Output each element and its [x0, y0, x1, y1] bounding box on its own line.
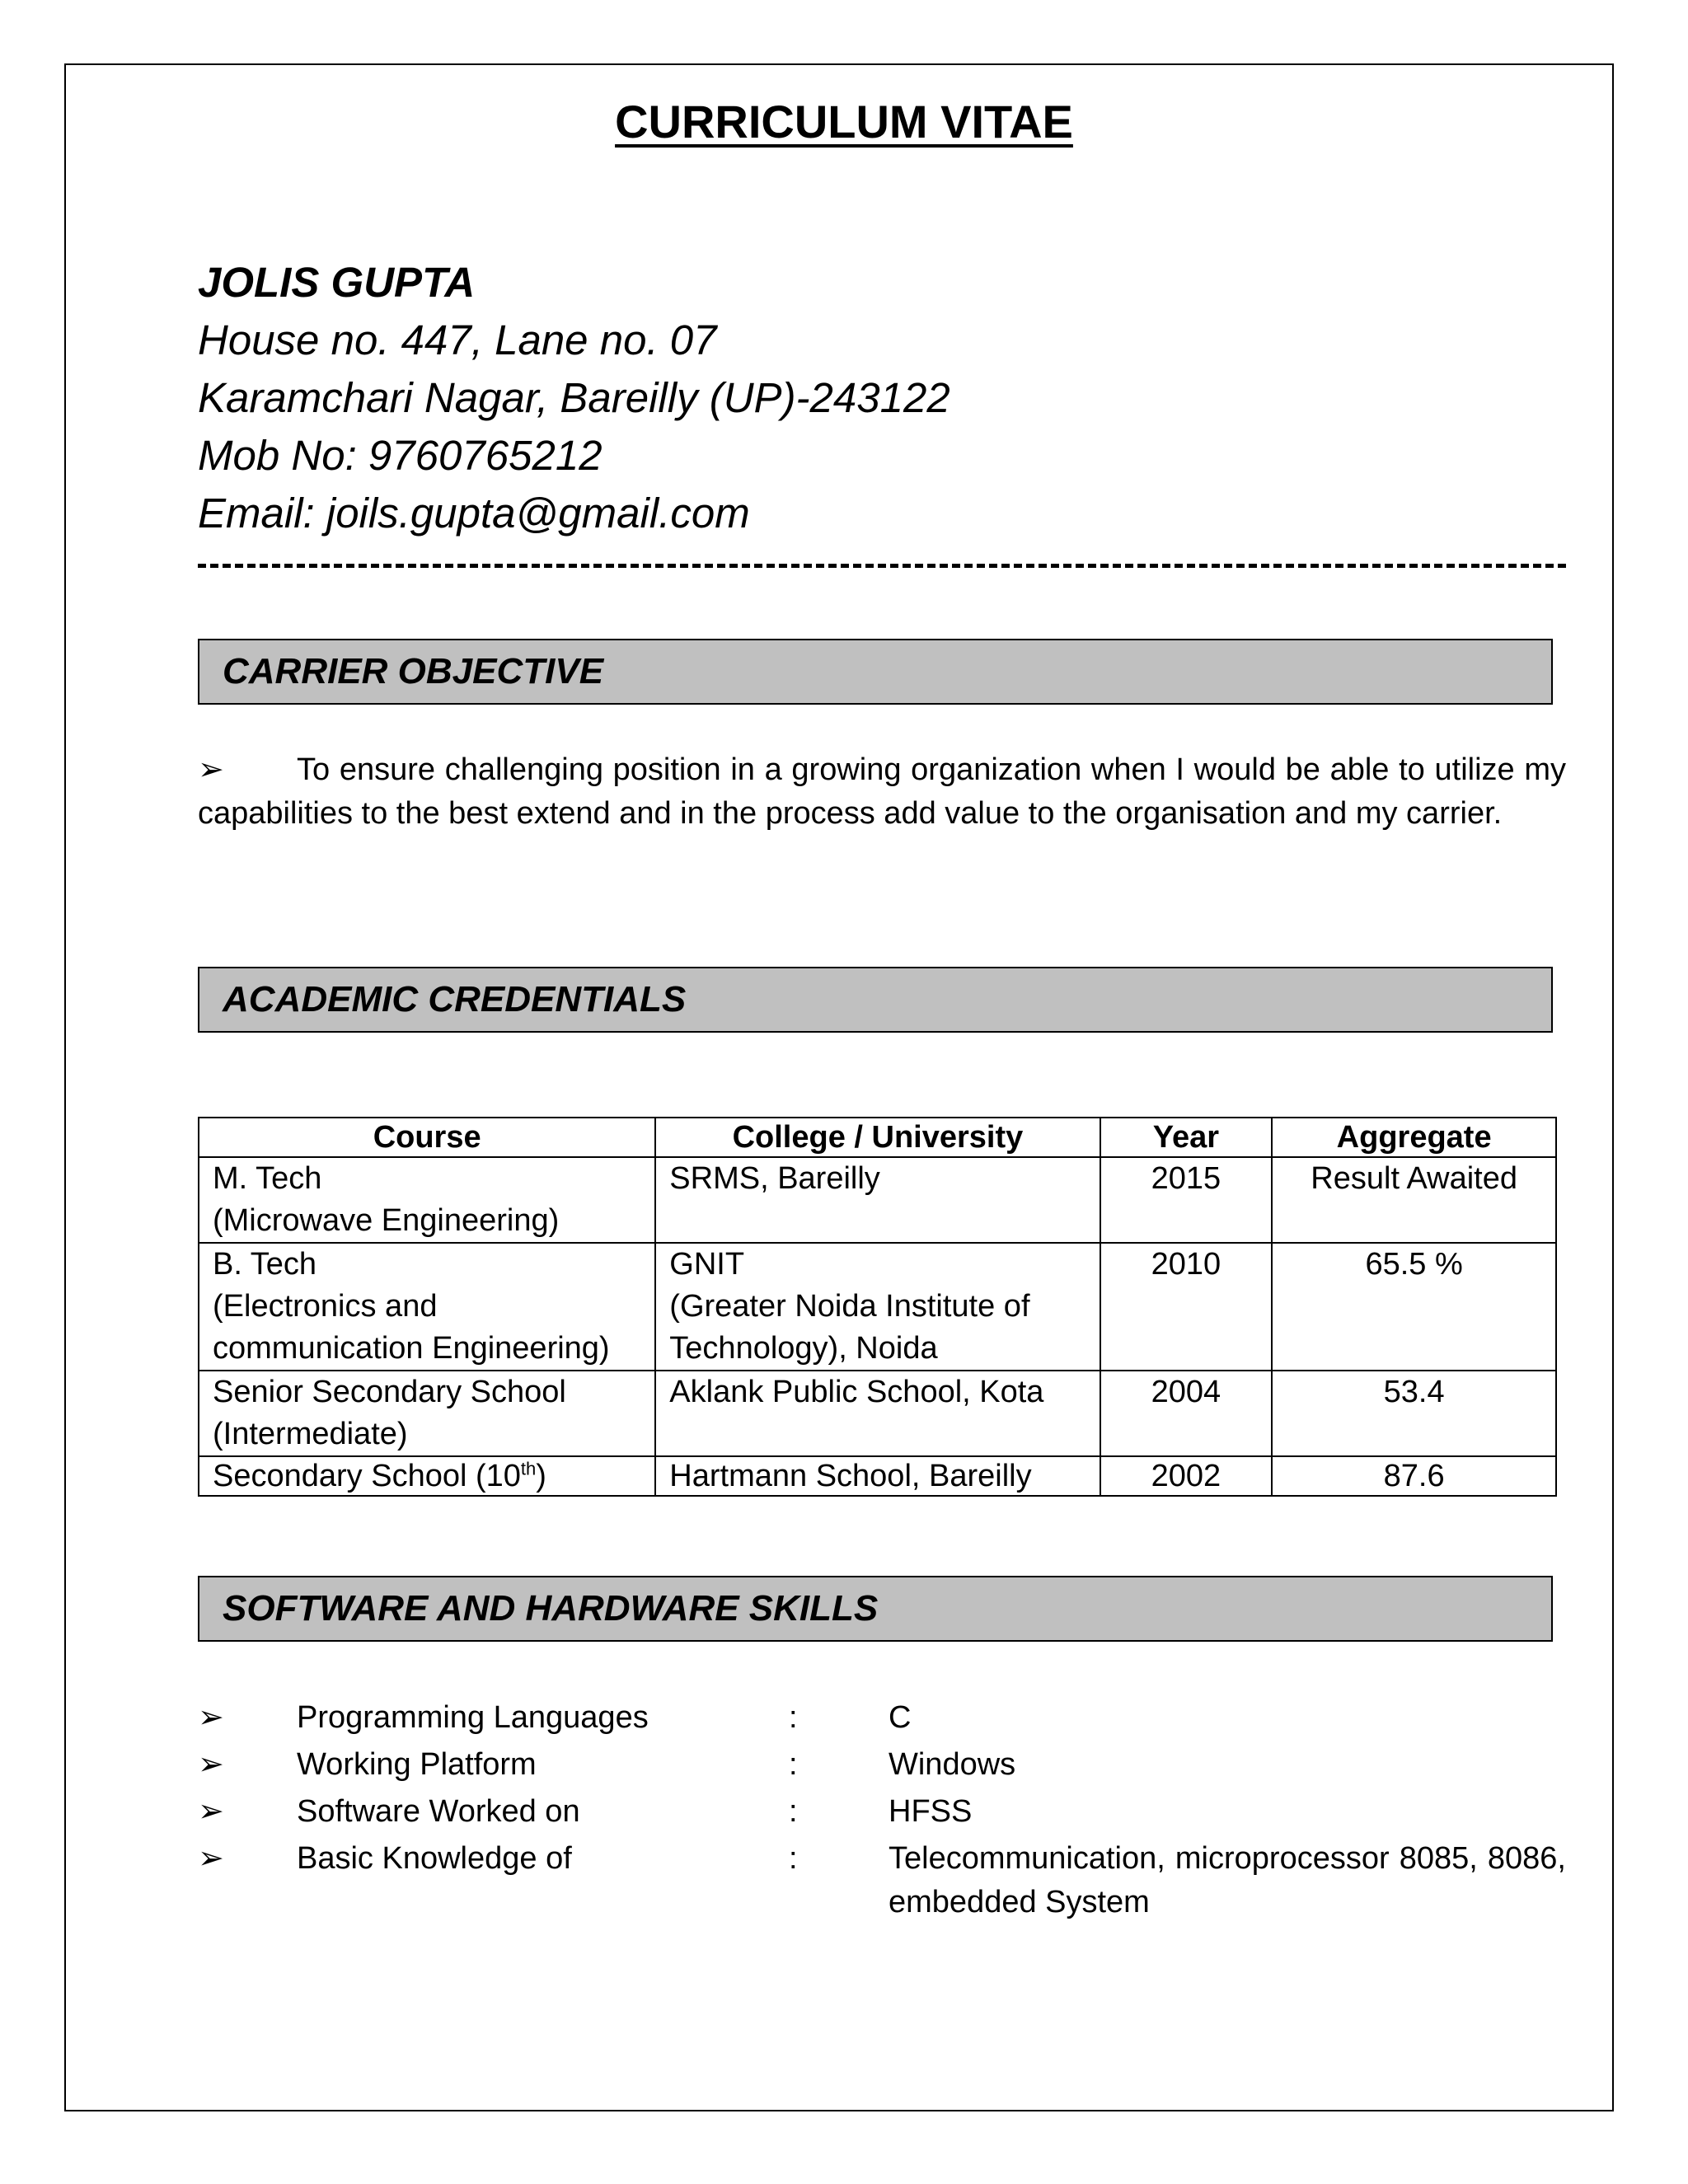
arrow-bullet-icon: ➢	[198, 752, 224, 787]
address-line-1: House no. 447, Lane no. 07	[198, 316, 717, 363]
skill-label: Working Platform	[297, 1747, 537, 1782]
year-cell: 2002	[1100, 1456, 1273, 1496]
skill-separator: :	[789, 1747, 798, 1782]
skill-value: HFSS	[889, 1794, 973, 1829]
contact-block	[198, 254, 950, 542]
address-line-2: Karamchari Nagar, Bareilly (UP)-243122	[198, 374, 950, 421]
year-cell: 2004	[1100, 1371, 1273, 1456]
list-item	[198, 1696, 1566, 1743]
aggregate-cell: Result Awaited	[1272, 1157, 1556, 1243]
table-row	[199, 1371, 1556, 1456]
aggregate-cell: 53.4	[1272, 1371, 1556, 1456]
candidate-name: JOLIS GUPTA	[198, 259, 476, 306]
skill-value: Windows	[889, 1747, 1016, 1782]
skill-label: Software Worked on	[297, 1794, 580, 1829]
course-cell: Senior Secondary School (Intermediate)	[199, 1371, 655, 1456]
course-cell: B. Tech (Electronics and communication Engineering)	[199, 1243, 655, 1371]
objective-text: To ensure challenging position in a growing organization when I would be able to utilize my capabilities to the best extend and in the process add value to the organisation and my carrier.	[198, 752, 1566, 831]
list-item	[198, 1837, 1566, 1924]
course-cell: Secondary School (10th)	[199, 1456, 655, 1496]
column-header-course: Course	[199, 1118, 655, 1157]
academic-credentials-table	[198, 1117, 1557, 1497]
table-row	[199, 1157, 1556, 1243]
college-cell: Aklank Public School, Kota	[655, 1371, 1100, 1456]
skill-separator: :	[789, 1700, 798, 1735]
college-cell: Hartmann School, Bareilly	[655, 1456, 1100, 1496]
arrow-bullet-icon: ➢	[198, 1841, 224, 1876]
skill-separator: :	[789, 1794, 798, 1829]
skill-label: Programming Languages	[297, 1700, 649, 1735]
aggregate-cell: 87.6	[1272, 1456, 1556, 1496]
column-header-college: College / University	[655, 1118, 1100, 1157]
aggregate-cell: 65.5 %	[1272, 1243, 1556, 1371]
college-cell: SRMS, Bareilly	[655, 1157, 1100, 1243]
skill-value: Telecommunication, microprocessor 8085, 8086, embedded System	[889, 1841, 1566, 1919]
table-header-row	[199, 1118, 1556, 1157]
year-cell: 2015	[1100, 1157, 1273, 1243]
dashed-divider	[198, 564, 1566, 568]
section-heading-skills: SOFTWARE AND HARDWARE SKILLS	[198, 1576, 1553, 1642]
skill-separator: :	[789, 1841, 798, 1876]
document-title: CURRICULUM VITAE	[615, 96, 1073, 148]
email-address: Email: joils.gupta@gmail.com	[198, 490, 750, 537]
column-header-year: Year	[1100, 1118, 1273, 1157]
course-cell: M. Tech (Microwave Engineering)	[199, 1157, 655, 1243]
table-row	[199, 1456, 1556, 1496]
year-cell: 2010	[1100, 1243, 1273, 1371]
list-item	[198, 1743, 1566, 1790]
column-header-aggregate: Aggregate	[1272, 1118, 1556, 1157]
arrow-bullet-icon: ➢	[198, 1700, 224, 1735]
mobile-number: Mob No: 9760765212	[198, 432, 603, 479]
arrow-bullet-icon: ➢	[198, 1794, 224, 1829]
section-heading-objective: CARRIER OBJECTIVE	[198, 639, 1553, 705]
college-cell: GNIT (Greater Noida Institute of Technology), Noida	[655, 1243, 1100, 1371]
skills-list	[198, 1696, 1566, 1924]
objective-paragraph	[198, 748, 1566, 836]
skill-label: Basic Knowledge of	[297, 1841, 572, 1876]
skill-value: C	[889, 1700, 912, 1735]
table-row	[199, 1243, 1556, 1371]
arrow-bullet-icon: ➢	[198, 1747, 224, 1782]
list-item	[198, 1790, 1566, 1837]
section-heading-academics: ACADEMIC CREDENTIALS	[198, 967, 1553, 1033]
